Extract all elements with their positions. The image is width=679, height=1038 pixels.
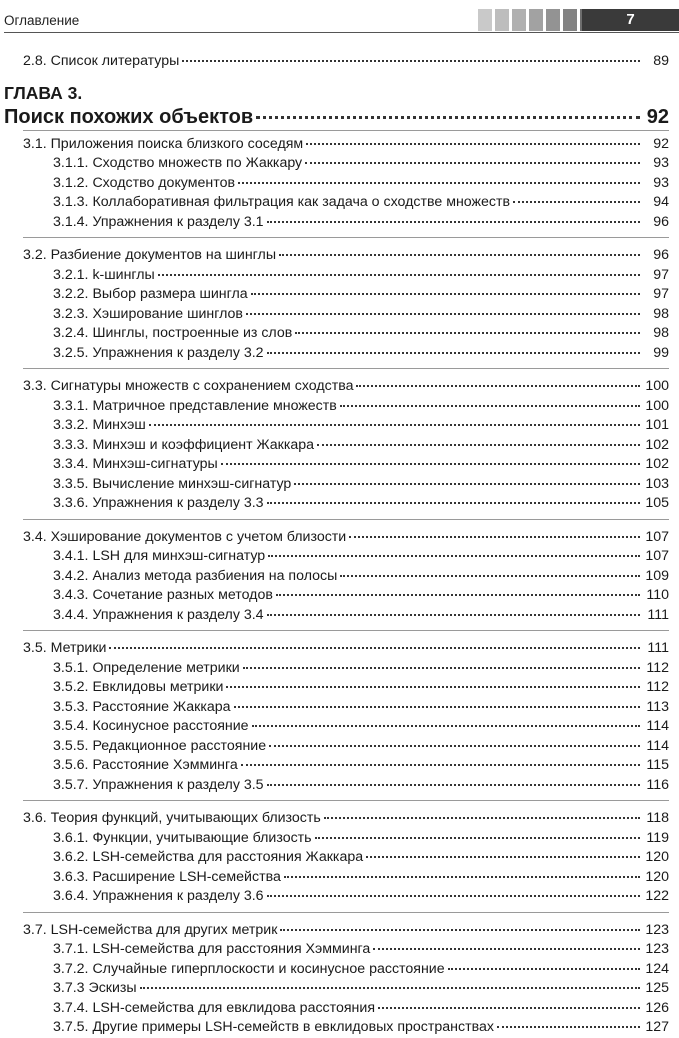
- toc-entry-title: 3.4.4. Упражнения к разделу 3.4: [53, 606, 264, 623]
- toc-entry-page: 100: [645, 397, 669, 414]
- toc-subsection[interactable]: [0, 567, 679, 587]
- section-divider: [23, 237, 669, 246]
- toc-subsection[interactable]: [0, 776, 679, 796]
- dot-leader: [241, 764, 640, 766]
- toc-entry-page: 99: [653, 344, 669, 361]
- header-block: [529, 9, 543, 31]
- toc-entry-page: 97: [653, 266, 669, 283]
- running-title: Оглавление: [4, 13, 80, 28]
- dot-leader: [324, 817, 640, 819]
- toc-entry-title: 2.8. Список литературы: [23, 53, 180, 69]
- toc-subsection[interactable]: [0, 174, 679, 194]
- toc-entry-page: 107: [645, 548, 669, 564]
- toc-entry-page: 110: [646, 587, 669, 603]
- dot-leader: [251, 293, 640, 295]
- toc-subsection[interactable]: [0, 848, 679, 868]
- toc-section[interactable]: [0, 639, 679, 659]
- dot-leader: [267, 614, 640, 616]
- toc-entry-page: 98: [653, 325, 669, 341]
- toc-entry-page: 125: [645, 980, 669, 996]
- toc-entry-title: 3.1.3. Коллаборативная фильтрация как задача о сходстве множеств: [53, 194, 511, 210]
- dot-leader: [221, 463, 640, 465]
- toc-entry-page: 123: [645, 941, 669, 957]
- dot-leader: [340, 575, 640, 577]
- toc-entry-title: 3.5.7. Упражнения к разделу 3.5: [53, 776, 264, 793]
- toc-section[interactable]: [0, 135, 679, 155]
- toc-entry-title: 3.7.5. Другие примеры LSH-семейств в евклидовых пространствах: [53, 1019, 494, 1035]
- toc-entry-page: 127: [645, 1019, 669, 1035]
- dot-leader: [366, 856, 640, 858]
- toc-entry-title: 3.5.6. Расстояние Хэмминга: [53, 757, 238, 773]
- toc-subsection[interactable]: [0, 193, 679, 213]
- header-decoration: [478, 9, 594, 31]
- toc-entry-page: 96: [653, 247, 669, 263]
- toc-entry-page: 113: [646, 698, 669, 715]
- dot-leader: [182, 60, 640, 62]
- dot-leader: [284, 876, 640, 878]
- toc-entry-title: 3.3.1. Матричное представление множеств: [53, 397, 337, 414]
- toc-section[interactable]: [0, 528, 679, 548]
- toc-entry-title: 3.2.4. Шинглы, построенные из слов: [53, 325, 293, 341]
- toc-subsection[interactable]: [0, 475, 679, 495]
- toc-entry-title: 3.3.3. Минхэш и коэффициент Жаккара: [53, 436, 315, 453]
- header-block: [563, 9, 577, 31]
- toc-entry-page: 101: [645, 417, 669, 433]
- toc-subsection[interactable]: [0, 999, 679, 1019]
- toc-entry-title: 3.5.2. Евклидовы метрики: [53, 679, 224, 695]
- toc-subsection[interactable]: [0, 416, 679, 436]
- toc-subsection[interactable]: [0, 285, 679, 305]
- dot-leader: [305, 162, 640, 164]
- dot-leader: [295, 332, 640, 334]
- toc-subsection[interactable]: [0, 737, 679, 757]
- toc-entry-page: 89: [653, 53, 669, 69]
- toc-entry-title: 3.3.2. Минхэш: [53, 417, 146, 433]
- toc-entry-page: 120: [645, 849, 669, 865]
- toc-entry-title: 3.6.2. LSH-семейства для расстояния Жаккара: [53, 849, 364, 865]
- toc-entry-title: 3.1. Приложения поиска близкого соседям: [23, 135, 304, 152]
- toc-entry-title: 3.6.4. Упражнения к разделу 3.6: [53, 888, 264, 904]
- dot-leader: [349, 536, 640, 538]
- header-block: [478, 9, 492, 31]
- toc-entry-title: 3.5. Метрики: [23, 640, 107, 656]
- toc-entry-page: 112: [646, 679, 669, 695]
- toc-entry-page: 111: [647, 640, 669, 656]
- chapter-title-entry[interactable]: [0, 104, 679, 130]
- toc-subsection[interactable]: [0, 698, 679, 718]
- dot-leader: [256, 116, 640, 119]
- header-block: [546, 9, 560, 31]
- dot-leader: [448, 968, 640, 970]
- toc-subsection[interactable]: [0, 606, 679, 626]
- dot-leader: [378, 1007, 640, 1009]
- toc-entry-title: 3.1.1. Сходство множеств по Жаккару: [53, 155, 303, 171]
- toc-entry-title: 3.1.2. Сходство документов: [53, 174, 235, 191]
- toc-entry-title: 3.6.1. Функции, учитывающие близость: [53, 829, 312, 846]
- toc-subsection[interactable]: [0, 960, 679, 980]
- toc-entry-title: 3.2.3. Хэширование шинглов: [53, 305, 243, 322]
- toc-subsection[interactable]: [0, 659, 679, 679]
- dot-leader: [280, 929, 640, 931]
- toc-entry-title: 3.5.3. Расстояние Жаккара: [53, 698, 231, 715]
- toc-entry-title: 3.4.2. Анализ метода разбиения на полосы: [53, 567, 338, 584]
- dot-leader: [267, 784, 640, 786]
- toc-entry-2-8[interactable]: [0, 52, 679, 72]
- toc-entry-page: 107: [645, 528, 669, 545]
- toc-section[interactable]: [0, 921, 679, 941]
- toc-entry-page: 114: [646, 737, 669, 754]
- dot-leader: [315, 837, 640, 839]
- toc-entry-title: 3.5.1. Определение метрики: [53, 659, 240, 676]
- toc-subsection[interactable]: [0, 397, 679, 417]
- toc-entry-title: 3.7.1. LSH-семейства для расстояния Хэмминга: [53, 941, 371, 957]
- toc-entry-page: 98: [653, 305, 669, 322]
- toc-subsection[interactable]: [0, 717, 679, 737]
- section-divider: [23, 912, 669, 921]
- toc-subsection[interactable]: [0, 586, 679, 606]
- dot-leader: [276, 594, 640, 596]
- toc-entry-title: 3.4.3. Сочетание разных методов: [53, 587, 273, 603]
- toc-subsection[interactable]: [0, 154, 679, 174]
- toc-entry-title: 3.6. Теория функций, учитывающих близость: [23, 810, 321, 826]
- toc-entry-page: 94: [653, 194, 669, 210]
- toc-entry-page: 103: [645, 475, 669, 492]
- toc-subsection[interactable]: [0, 678, 679, 698]
- dot-leader: [267, 352, 640, 354]
- toc-entry-title: 3.4. Хэширование документов с учетом близости: [23, 528, 347, 545]
- chapter-label: ГЛАВА 3.: [4, 82, 83, 103]
- section-divider: [23, 519, 669, 528]
- dot-leader: [140, 987, 640, 989]
- toc-subsection[interactable]: [0, 979, 679, 999]
- dot-leader: [238, 182, 640, 184]
- toc-entry-title: 3.2. Разбиение документов на шинглы: [23, 247, 277, 263]
- dot-leader: [149, 424, 640, 426]
- dot-leader: [243, 667, 640, 669]
- toc-entry-page: 109: [645, 567, 669, 584]
- toc-entry-page: 118: [646, 810, 669, 826]
- chapter-page: 92: [646, 105, 669, 128]
- dot-leader: [268, 555, 640, 557]
- dot-leader: [373, 948, 640, 950]
- toc-subsection[interactable]: [0, 887, 679, 907]
- toc-section[interactable]: [0, 377, 679, 397]
- toc-subsection[interactable]: [0, 494, 679, 514]
- toc-entry-title: 3.6.3. Расширение LSH-семейства: [53, 868, 281, 885]
- toc-entry-title: 3.4.1. LSH для минхэш-сигнатур: [53, 548, 266, 564]
- toc-entry-title: 3.2.2. Выбор размера шингла: [53, 286, 248, 302]
- dot-leader: [109, 647, 640, 649]
- dot-leader: [294, 483, 640, 485]
- dot-leader: [279, 254, 640, 256]
- dot-leader: [497, 1026, 640, 1028]
- toc-entry-title: 3.3. Сигнатуры множеств с сохранением сходства: [23, 378, 354, 394]
- header-block: [512, 9, 526, 31]
- dot-leader: [267, 895, 640, 897]
- toc-entry-title: 3.7.4. LSH-семейства для евклидова расстояния: [53, 999, 375, 1016]
- toc-subsection[interactable]: [0, 756, 679, 776]
- toc-entry-page: 102: [645, 456, 669, 472]
- toc-subsection[interactable]: [0, 940, 679, 960]
- dot-leader: [306, 143, 640, 145]
- toc-entry-page: 100: [645, 378, 669, 394]
- toc-entry-title: 3.7.2. Случайные гиперплоскости и косинусное расстояние: [53, 960, 445, 977]
- toc-entry-page: 96: [653, 213, 669, 230]
- toc-subsection[interactable]: [0, 324, 679, 344]
- toc-entry-title: 3.7. LSH-семейства для других метрик: [23, 921, 278, 938]
- toc-entry-page: 124: [645, 960, 669, 977]
- toc-entry-page: 93: [653, 155, 669, 171]
- dot-leader: [356, 385, 640, 387]
- dot-leader: [252, 725, 640, 727]
- chapter-title: Поиск похожих объектов: [4, 105, 254, 128]
- toc-entry-title: 3.5.5. Редакционное расстояние: [53, 737, 267, 754]
- toc-subsection[interactable]: [0, 213, 679, 233]
- toc-entry-title: 3.1.4. Упражнения к разделу 3.1: [53, 213, 264, 230]
- toc-entry-title: 3.3.6. Упражнения к разделу 3.3: [53, 495, 264, 511]
- dot-leader: [246, 313, 640, 315]
- toc-entry-page: 102: [645, 436, 669, 453]
- dot-leader: [340, 405, 640, 407]
- toc-entry-page: 122: [645, 888, 669, 904]
- page-number: 7: [582, 9, 679, 31]
- toc-entry-page: 112: [646, 659, 669, 676]
- toc-entry-page: 126: [645, 999, 669, 1016]
- sections-list: [0, 135, 679, 1038]
- section-divider: [23, 630, 669, 639]
- header-divider: [4, 32, 679, 33]
- toc-subsection[interactable]: [0, 266, 679, 286]
- page-header: [0, 0, 679, 34]
- toc-entry-page: 115: [646, 757, 669, 773]
- toc-subsection[interactable]: [0, 455, 679, 475]
- toc-entry-page: 92: [653, 135, 669, 152]
- dot-leader: [226, 686, 640, 688]
- toc-subsection[interactable]: [0, 868, 679, 888]
- dot-leader: [158, 274, 640, 276]
- section-divider: [23, 368, 669, 377]
- toc-entry-title: 3.5.4. Косинусное расстояние: [53, 718, 249, 734]
- toc-entry-page: 119: [646, 829, 669, 846]
- toc-entry-title: 3.7.3 Эскизы: [53, 980, 137, 996]
- dot-leader: [267, 502, 640, 504]
- header-block: [495, 9, 509, 31]
- toc-entry-page: 105: [645, 495, 669, 511]
- dot-leader: [267, 221, 640, 223]
- toc-entry-page: 93: [653, 174, 669, 191]
- toc-entry-page: 97: [653, 286, 669, 302]
- toc-subsection[interactable]: [0, 344, 679, 364]
- toc-entry-page: 116: [646, 776, 669, 793]
- dot-leader: [317, 444, 640, 446]
- toc-section[interactable]: [0, 809, 679, 829]
- toc-entry-title: 3.2.5. Упражнения к разделу 3.2: [53, 344, 264, 361]
- dot-leader: [269, 745, 640, 747]
- dot-leader: [513, 201, 640, 203]
- toc-subsection[interactable]: [0, 829, 679, 849]
- toc-subsection[interactable]: [0, 1018, 679, 1038]
- section-divider: [23, 800, 669, 809]
- toc-entry-page: 120: [645, 868, 669, 885]
- toc-entry-title: 3.3.4. Минхэш-сигнатуры: [53, 456, 218, 472]
- toc-entry-title: 3.3.5. Вычисление минхэш-сигнатур: [53, 475, 292, 492]
- toc-subsection[interactable]: [0, 305, 679, 325]
- toc-subsection[interactable]: [0, 436, 679, 456]
- dot-leader: [234, 706, 640, 708]
- toc-subsection[interactable]: [0, 547, 679, 567]
- toc-entry-page: 114: [646, 718, 669, 734]
- toc-entry-page: 123: [645, 921, 669, 938]
- toc-entry-page: 111: [647, 606, 669, 623]
- table-of-contents: [0, 52, 679, 1038]
- toc-section[interactable]: [0, 246, 679, 266]
- toc-entry-title: 3.2.1. k-шинглы: [53, 266, 155, 283]
